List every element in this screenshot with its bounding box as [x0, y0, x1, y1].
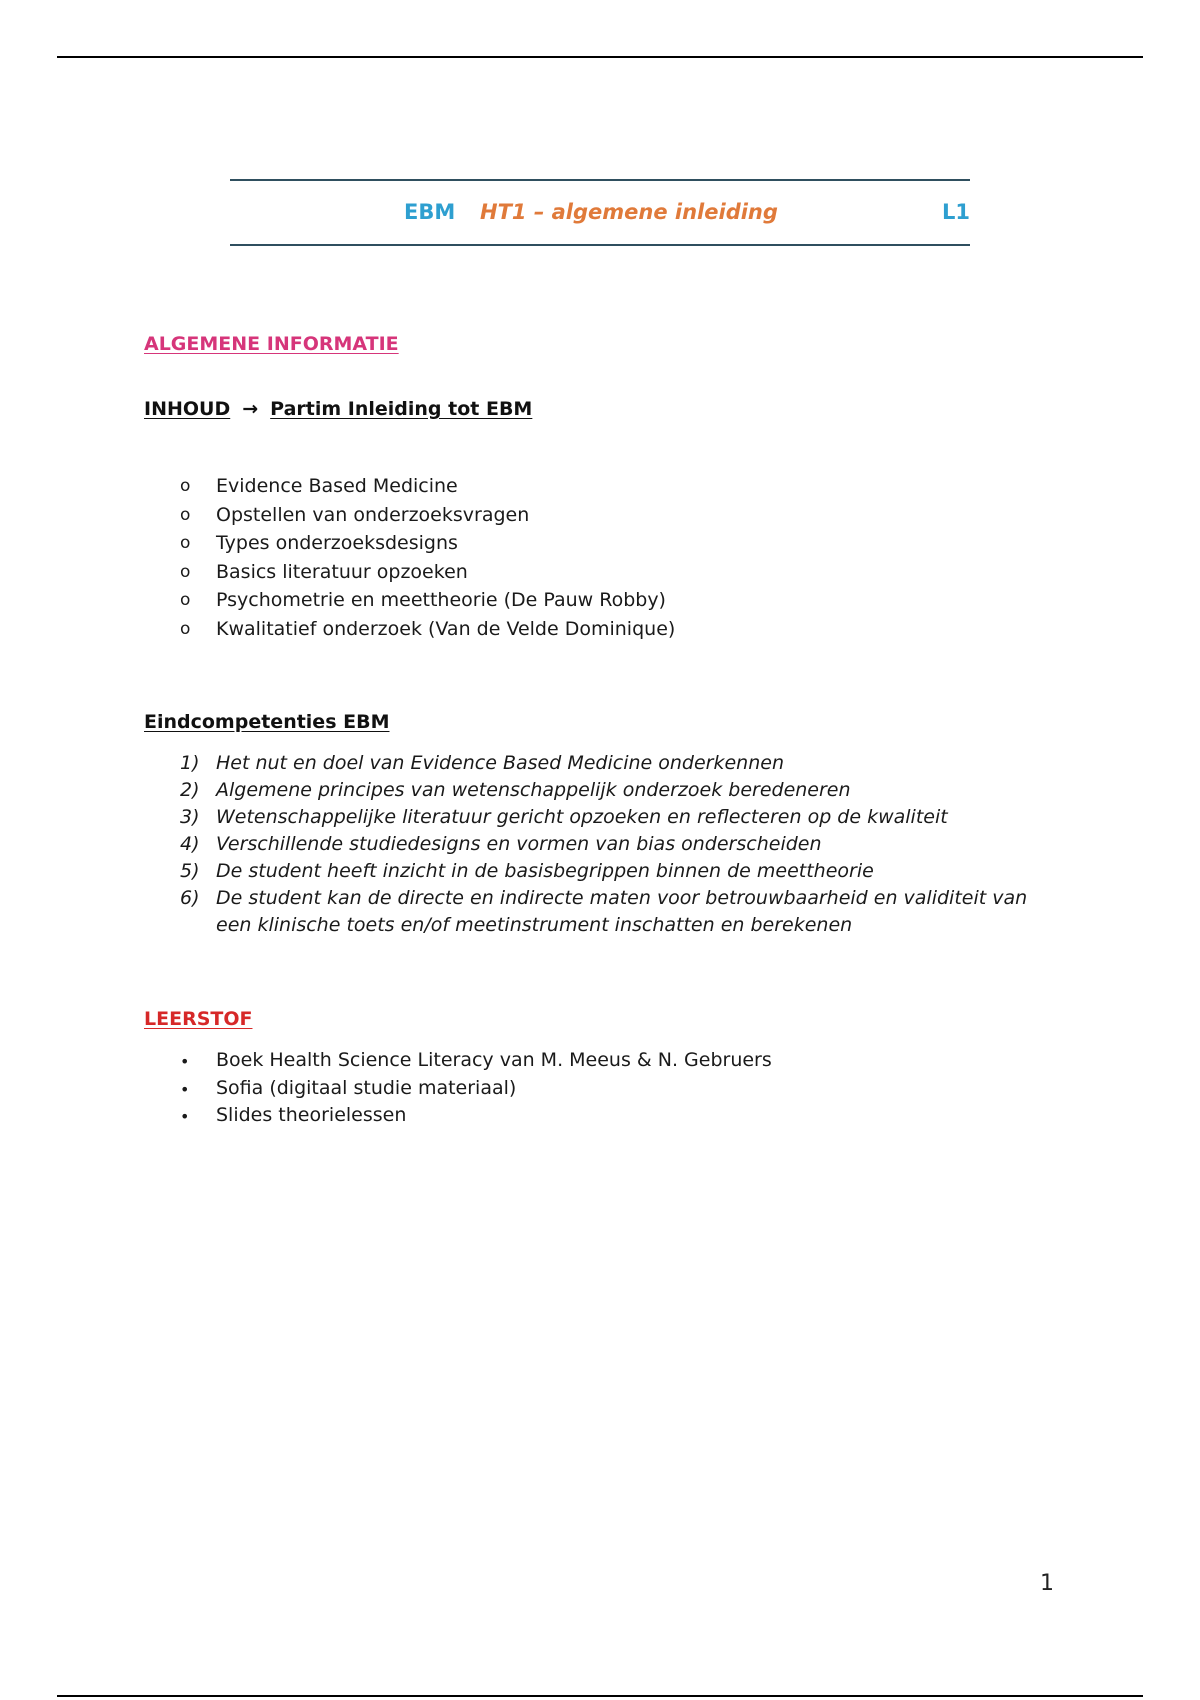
title-chapter: HT1 – algemene inleiding: [480, 200, 778, 224]
list-item: • Sofia (digitaal studie materiaal): [180, 1075, 772, 1103]
list-number: 3): [180, 806, 200, 828]
title-block: [230, 179, 970, 246]
list-item: 4) Verschillende studiedesigns en vormen van bias onderscheiden: [180, 831, 1060, 858]
heading-contents: [144, 398, 532, 420]
circle-bullet-icon: o: [180, 618, 191, 639]
list-item: o Kwalitatief onderzoek (Van de Velde Dominique): [180, 615, 675, 644]
page-top-rule: [57, 56, 1143, 58]
circle-bullet-icon: o: [180, 504, 191, 525]
materials-list: [180, 1047, 772, 1130]
list-item: • Slides theorielessen: [180, 1102, 772, 1130]
contents-title: Partim Inleiding tot EBM: [270, 398, 533, 420]
circle-bullet-icon: o: [180, 561, 191, 582]
list-item: 1) Het nut en doel van Evidence Based Medicine onderkennen: [180, 750, 1060, 777]
list-item: 6) De student kan de directe en indirecte maten voor betrouwbaarheid en validiteit van een klinische toets en/of meetinstrument inschatten en berekenen: [180, 887, 1028, 936]
list-number: 5): [180, 860, 200, 882]
competences-list: [180, 750, 1060, 939]
circle-bullet-icon: o: [180, 533, 191, 553]
title-subject: EBM: [404, 200, 456, 224]
list-number: 1): [180, 752, 200, 774]
arrow-right-icon: →: [242, 398, 259, 420]
list-item: • Boek Health Science Literacy van M. Meeus & N. Gebruers: [180, 1047, 772, 1075]
heading-competences: Eindcompetenties EBM: [144, 711, 390, 733]
contents-label: INHOUD: [144, 398, 231, 420]
list-item: 5) De student heeft inzicht in de basisbegrippen binnen de meettheorie: [180, 858, 1060, 885]
title-lesson: L1: [942, 200, 970, 224]
list-item: o Types onderzoeksdesigns: [180, 529, 675, 558]
circle-bullet-icon: o: [180, 590, 191, 610]
circle-bullet-icon: o: [180, 476, 191, 496]
list-item: o Psychometrie en meettheorie (De Pauw Robby): [180, 586, 675, 615]
list-number: 4): [180, 833, 200, 855]
bullet-icon: •: [180, 1052, 190, 1071]
list-number: 2): [180, 779, 200, 801]
page-number: 1: [1040, 1571, 1054, 1596]
contents-list: [180, 472, 675, 643]
list-item: o Evidence Based Medicine: [180, 472, 675, 501]
heading-materials: LEERSTOF: [144, 1008, 253, 1030]
page-bottom-rule: [57, 1695, 1143, 1697]
list-item: o Basics literatuur opzoeken: [180, 558, 675, 587]
list-item: 3) Wetenschappelijke literatuur gericht opzoeken en reflecteren op de kwaliteit: [180, 804, 1060, 831]
list-item: o Opstellen van onderzoeksvragen: [180, 501, 675, 530]
list-item: 2) Algemene principes van wetenschappelijk onderzoek beredeneren: [180, 777, 1060, 804]
heading-general-info: ALGEMENE INFORMATIE: [144, 333, 399, 355]
list-number: 6): [180, 887, 200, 909]
bullet-icon: •: [180, 1079, 190, 1099]
bullet-icon: •: [180, 1107, 190, 1126]
